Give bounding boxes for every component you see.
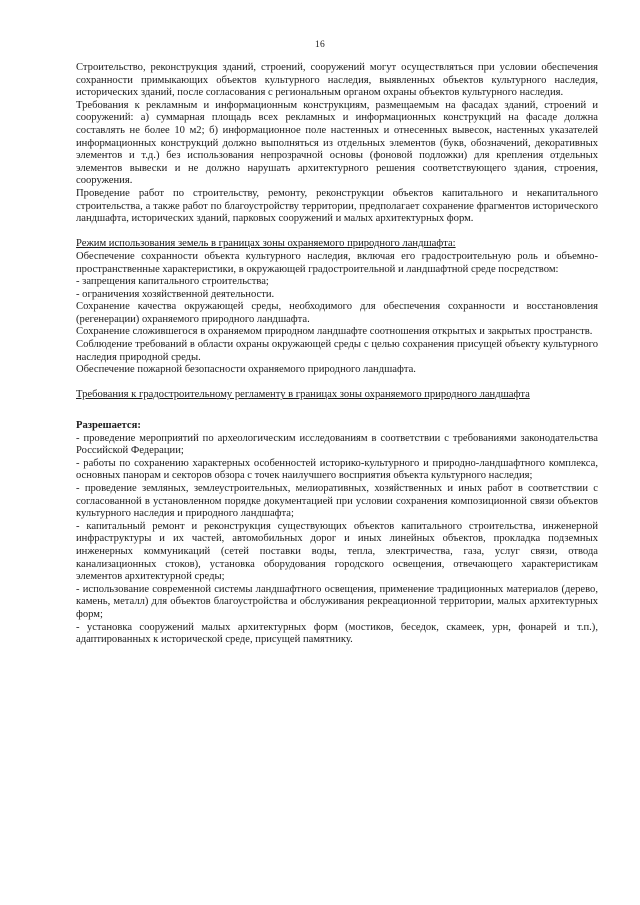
document-body <box>76 62 598 647</box>
paragraph-construction-conditions: Строительство, реконструкция зданий, строений, сооружений могут осуществляться при условии обеспечения сохранности примыкающих объектов культурного наследия, выявленных объектов культурного наследия, исторических зданий, после согласования с региональным органом охраны объектов культурного наследия. <box>76 62 598 99</box>
land-use-paragraph: Обеспечение сохранности объекта культурного наследия, включая его градостроительную роль и объемно-пространственные характеристики, в окружающей градостроительной и ландшафтной среде посредством: <box>76 250 598 275</box>
land-use-heading: Режим использования земель в границах зоны охраняемого природного ландшафта: <box>76 238 456 250</box>
land-use-list-item: - запрещения капитального строительства; <box>76 276 269 288</box>
allowed-list-item: - капитальный ремонт и реконструкция существующих объектов капитального строительства, инженерной инфраструктуры и их частей, автомобильных дорог и иных линейных объектов, прокладка подземных инженерных коммуникаций (сетей поставки воды, тепла, электричества, газа, услуг связи, отвода канализационных стоков), установка оборудования городского освещения, отвечающего характеристикам элементов архитектурной среды; <box>76 520 598 583</box>
paragraph-works-preservation: Проведение работ по строительству, ремонту, реконструкции объектов капитального и некапитального строительства, а также работ по благоустройству территории, предполагает сохранение фрагментов исторического ландшафта, исторических зданий, парковых сооружений и малых архитектурных форм. <box>76 187 598 225</box>
allowed-list-item: - установка сооружений малых архитектурных форм (мостиков, беседок, скамеек, урн, фонарей и т.п.), адаптированных к исторической среде, присущей памятнику. <box>76 621 598 646</box>
allowed-list-item: - использование современной системы ландшафтного освещения, применение традиционных материалов (дерево, камень, металл) для объектов благоустройства и обслуживания рекреационной территории, малых архитектурных форм; <box>76 583 598 620</box>
land-use-paragraph: Соблюдение требований в области охраны окружающей среды с целью сохранения присущей объекту культурного наследия природной среды. <box>76 339 598 363</box>
land-use-list-item: - ограничения хозяйственной деятельности. <box>76 288 275 300</box>
allowed-list-item: - работы по сохранению характерных особенностей историко-культурного и природно-ландшафтного комплекса, основных панорам и секторов обзора с точек наилучшего восприятия объекта культурного наследия; <box>76 457 598 482</box>
page-number: 16 <box>314 40 326 50</box>
land-use-paragraph: Обеспечение пожарной безопасности охраняемого природного ландшафта. <box>76 364 416 376</box>
regulations-heading: Требования к градостроительному регламенту в границах зоны охраняемого природного ландшафта <box>76 389 530 401</box>
land-use-paragraph: Сохранение сложившегося в охраняемом природном ландшафте соотношения открытых и закрытых пространств. <box>76 326 593 338</box>
land-use-paragraph: Сохранение качества окружающей среды, необходимого для обеспечения сохранности и восстановления (регенерации) охраняемого природного ландшафта. <box>76 301 598 325</box>
paragraph-advertising-requirements: Требования к рекламным и информационным конструкциям, размещаемым на фасадах зданий, строений и сооружений: а) суммарная площадь всех рекламных и информационных конструкций на фасаде должна составлять не более 10 м2; б) информационное поле настенных и отнесенных вывесок, настенных указателей информационных конструкций должно выполняться из отдельных элементов (букв, обозначений, декоративных элементов и т.д.) без использования непрозрачной основы (фоновой подложки) для крепления отдельных элементов вывески и не должно нарушать архитектурного решения соответствующего здания, строения, сооружения. <box>76 99 598 187</box>
allowed-list-item: - проведение земляных, землеустроительных, мелиоративных, хозяйственных и иных работ в соответствии с согласованной в установленном порядке документацией при условии сохранения композиционной связи объектов культурного наследия и природного ландшафта; <box>76 483 598 520</box>
allowed-heading: Разрешается: <box>76 420 141 432</box>
allowed-list-item: - проведение мероприятий по археологическим исследованиям в соответствии с требованиями законодательства Российской Федерации; <box>76 432 598 457</box>
